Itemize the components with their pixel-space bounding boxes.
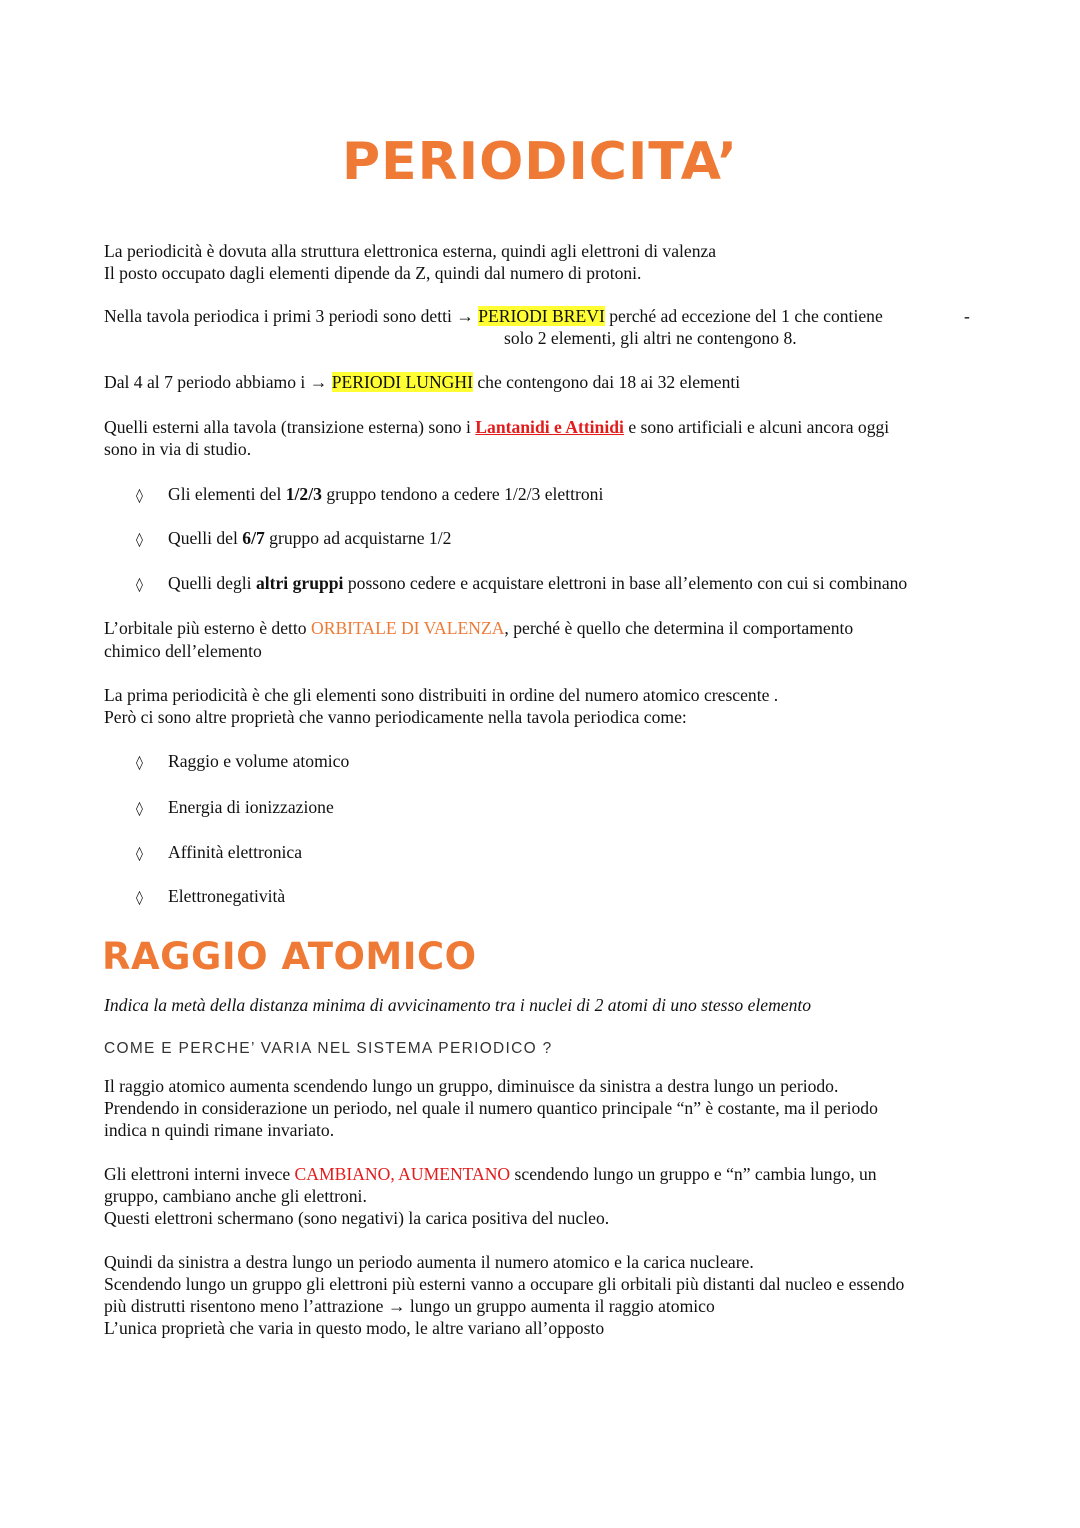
bullet-text-bold: 1/2/3 [285,484,322,504]
esterni-pre: Quelli esterni alla tavola (transizione esterna) sono i [104,417,476,437]
raggio-p3-line-3: più distrutti risentono meno l’attrazione → lungo un gruppo aumenta il raggio atomico [104,1296,715,1316]
group-bullet-1 [136,483,603,507]
raggio-p1-line-3: indica n quindi rimane invariato. [104,1120,335,1140]
p2-pre: Gli elettroni interni invece [104,1164,295,1184]
diamond-icon: ◊ [136,846,143,862]
section-question: COME E PERCHE’ VARIA NEL SISTEMA PERIODICO ? [104,1040,553,1057]
property-bullet-3 [136,841,302,865]
intro-line-1: La periodicità è dovuta alla struttura elettronica esterna, quindi agli elettroni di valenza [104,241,717,261]
page-title: PERIODICITA’ [342,132,738,192]
property-text: Elettronegatività [168,886,286,906]
orbitale-line-1 [104,617,853,639]
cambiano-aumentano-accent: CAMBIANO, AUMENTANO [294,1164,511,1184]
raggio-p3-line-4: L’unica proprietà che varia in questo modo, le altre variano all’opposto [104,1318,605,1338]
property-bullet-4 [136,885,285,909]
raggio-definition: Indica la metà della distanza minima di avvicinamento tra i nuclei di 2 atomi di uno stesso elemento [104,995,812,1015]
bullet-text-pre: Quelli degli [168,573,256,593]
diamond-icon: ◊ [136,890,143,906]
diamond-icon: ◊ [136,577,143,593]
bullet-text-post: gruppo tendono a cedere 1/2/3 elettroni [321,484,604,504]
esterni-post: e sono artificiali e alcuni ancora oggi [623,417,890,437]
diamond-icon: ◊ [136,801,143,817]
property-bullet-1 [136,750,349,774]
group-bullet-2 [136,527,451,551]
orbitale-post: , perché è quello che determina il comportamento [504,618,854,638]
raggio-p2-line-3: Questi elettroni schermano (sono negativi) la carica positiva del nucleo. [104,1208,610,1228]
periodi-lunghi-highlight: PERIODI LUNGHI [331,372,473,392]
property-bullet-2 [136,796,334,820]
section-title-raggio: RAGGIO ATOMICO [102,935,477,978]
bullet-text-post: possono cedere e acquistare elettroni in base all’elemento con cui si combinano [343,573,908,593]
raggio-p1-line-1: Il raggio atomico aumenta scendendo lungo un gruppo, diminuisce da sinistra a destra lungo un periodo. [104,1076,839,1096]
diamond-icon: ◊ [136,488,143,504]
prima-line-2: Però ci sono altre proprietà che vanno periodicamente nella tavola periodica come: [104,707,687,727]
periodi-brevi-line [104,305,883,327]
raggio-p2-line-2: gruppo, cambiano anche gli elettroni. [104,1186,367,1206]
diamond-icon: ◊ [136,755,143,771]
esterni-line-1 [104,416,889,438]
raggio-p1-line-2: Prendendo in considerazione un periodo, nel quale il numero quantico principale “n” è costante, ma il periodo [104,1098,878,1118]
brevi-post: perché ad eccezione del 1 che contiene [604,306,883,326]
orbitale-line-2: chimico dell’elemento [104,641,262,661]
bullet-text-post: gruppo ad acquistarne 1/2 [264,528,452,548]
property-text: Raggio e volume atomico [168,751,350,771]
periodi-brevi-highlight: PERIODI BREVI [478,306,605,326]
bullet-text-bold: altri gruppi [255,573,344,593]
group-bullet-3 [136,572,907,596]
orbitale-valenza-accent: ORBITALE DI VALENZA [311,618,505,638]
orbitale-pre: L’orbitale più esterno è detto [104,618,311,638]
p2-post: scendendo lungo un gruppo e “n” cambia lungo, un [510,1164,877,1184]
lunghi-pre: Dal 4 al 7 periodo abbiamo i → [104,372,332,392]
lunghi-post: che contengono dai 18 ai 32 elementi [472,372,741,392]
intro-line-2: Il posto occupato dagli elementi dipende da Z, quindi dal numero di protoni. [104,263,642,283]
raggio-p2-line-1 [104,1163,877,1185]
periodi-lunghi-line [104,371,740,393]
prima-line-1: La prima periodicità è che gli elementi sono distribuiti in ordine del numero atomico crescente . [104,685,779,705]
periodi-brevi-continuation: solo 2 elementi, gli altri ne contengono 8. [504,328,797,348]
bullet-text-bold: 6/7 [242,528,265,548]
esterni-line-2: sono in via di studio. [104,439,252,459]
bullet-text-pre: Gli elementi del [168,484,286,504]
diamond-icon: ◊ [136,532,143,548]
property-text: Affinità elettronica [168,842,303,862]
raggio-p3-line-2: Scendendo lungo un gruppo gli elettroni più esterni vanno a occupare gli orbitali più distanti dal nucleo e essendo [104,1274,905,1294]
lantanidi-attinidi-link: Lantanidi e Attinidi [475,417,624,437]
raggio-p3-line-1: Quindi da sinistra a destra lungo un periodo aumenta il numero atomico e la carica nucleare. [104,1252,754,1272]
bullet-text-pre: Quelli del [168,528,243,548]
trailing-dash: - [964,306,970,326]
property-text: Energia di ionizzazione [168,797,334,817]
brevi-pre: Nella tavola periodica i primi 3 periodi sono detti → [104,306,479,326]
